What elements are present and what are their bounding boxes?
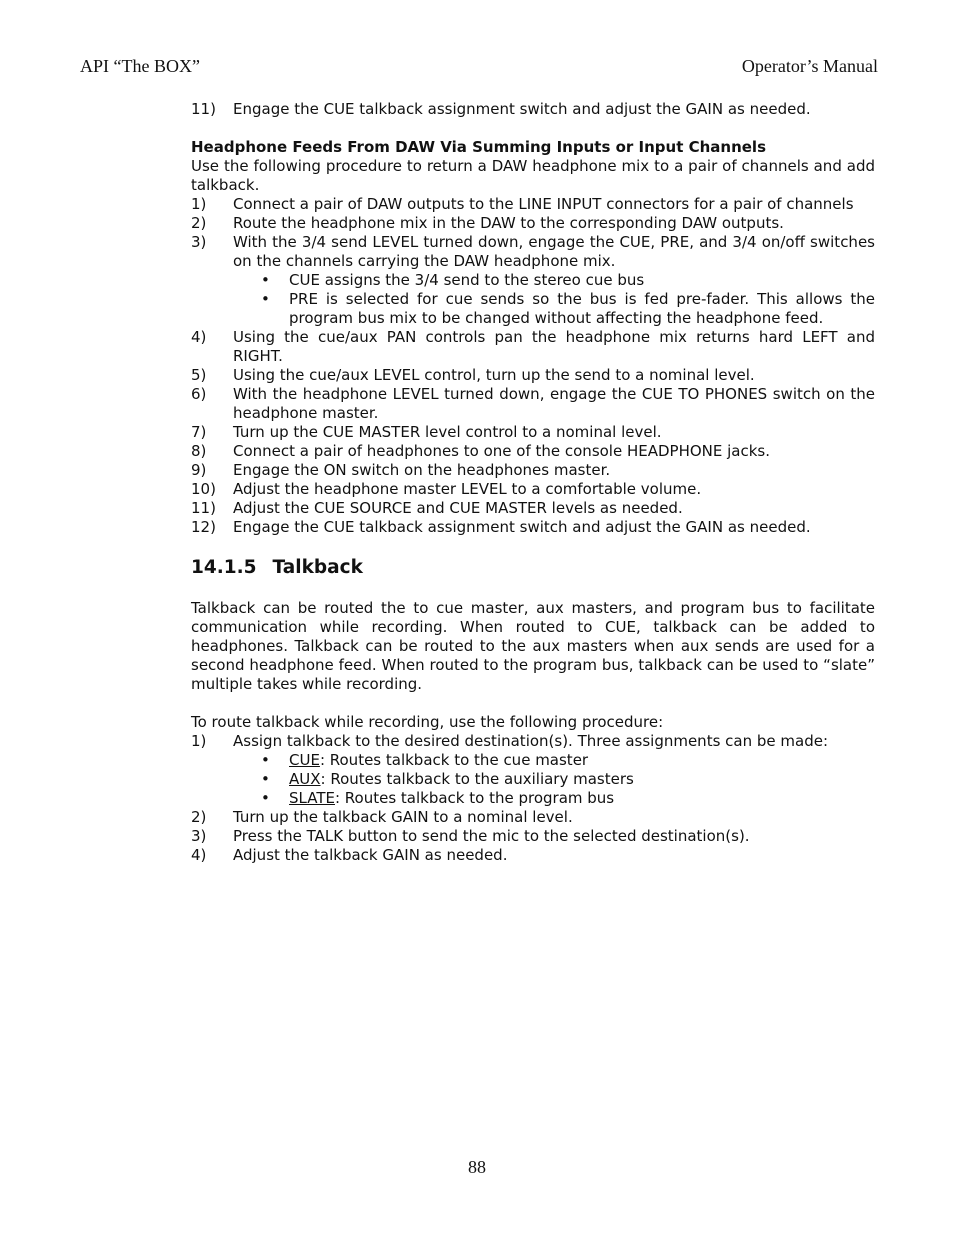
item-text: Adjust the talkback GAIN as needed. [233,846,508,864]
item-number: 9) [191,461,207,479]
list-item [191,846,875,865]
assignment-label: AUX [289,770,321,788]
item-number: 4) [191,846,207,864]
list-item [191,732,875,751]
section-heading [191,557,875,579]
list-item [191,214,875,233]
list-item [191,385,875,423]
list-item [191,480,875,499]
item-text: With the headphone LEVEL turned down, engage the CUE TO PHONES switch on the headphone master. [233,385,875,422]
list-item [191,461,875,480]
list-item [191,499,875,518]
item-text: Press the TALK button to send the mic to the selected destination(s). [233,827,750,845]
item-number: 2) [191,214,207,232]
list-item [191,233,875,271]
item-number: 3) [191,827,207,845]
talkback-paragraph: Talkback can be routed the to cue master, aux masters, and program bus to facilitate communication while recording. When routed to CUE, talkback can be added to headphones. Talkback can be routed to the aux masters when aux sends are used for a second headphone feed. When routed to the program bus, talkback can be used to “slate” multiple takes while recording. [191,599,875,693]
intro-paragraph: Use the following procedure to return a DAW headphone mix to a pair of channels and add talkback. [191,157,875,194]
list-item [191,808,875,827]
item-number: 1) [191,732,207,750]
item-text: With the 3/4 send LEVEL turned down, engage the CUE, PRE, and 3/4 on/off switches on the channels carrying the DAW headphone mix. [233,233,875,270]
item-number: 11) [191,499,216,517]
list-item [191,423,875,442]
item-text: Assign talkback to the desired destination(s). Three assignments can be made: [233,732,828,750]
bullet-item [191,290,875,328]
item-text: Turn up the talkback GAIN to a nominal level. [233,808,573,826]
bullet-item [191,789,875,808]
list-item [191,366,875,385]
item-number: 2) [191,808,207,826]
item-number: 11) [191,100,216,118]
item-text: Engage the ON switch on the headphones master. [233,461,611,479]
bullet-icon: • [261,271,270,289]
bullet-icon: • [261,789,270,807]
item-text: Connect a pair of DAW outputs to the LINE INPUT connectors for a pair of channels [233,195,854,213]
item-text: Adjust the CUE SOURCE and CUE MASTER levels as needed. [233,499,683,517]
header-manual-name: Operator’s Manual [741,56,878,76]
bullet-item [191,751,875,770]
item-text: Route the headphone mix in the DAW to the corresponding DAW outputs. [233,214,784,232]
bullet-icon: • [261,290,270,308]
bullet-item [191,770,875,789]
item-number: 12) [191,518,216,536]
subsection-heading: Headphone Feeds From DAW Via Summing Inputs or Input Channels [191,138,767,156]
item-number: 6) [191,385,207,403]
item-text: Engage the CUE talkback assignment switch and adjust the GAIN as needed. [233,100,811,118]
item-text: Turn up the CUE MASTER level control to a nominal level. [233,423,662,441]
item-number: 4) [191,328,207,346]
item-number: 7) [191,423,207,441]
item-number: 5) [191,366,207,384]
section-number: 14.1.5 [191,557,257,578]
page-number: 88 [468,1157,486,1177]
assignment-desc: : Routes talkback to the auxiliary masters [320,770,634,788]
section-title: Talkback [272,557,363,578]
assignment-label: SLATE [289,789,335,807]
assignment-desc: : Routes talkback to the program bus [334,789,615,807]
item-text: Using the cue/aux LEVEL control, turn up the send to a nominal level. [233,366,755,384]
list-item [191,195,875,214]
list-item [191,100,875,119]
bullet-icon: • [261,770,270,788]
assignment-label: CUE [289,751,320,769]
item-text: Connect a pair of headphones to one of the console HEADPHONE jacks. [233,442,771,460]
item-text: Adjust the headphone master LEVEL to a comfortable volume. [233,480,702,498]
item-text: Engage the CUE talkback assignment switch and adjust the GAIN as needed. [233,518,811,536]
bullet-text: CUE assigns the 3/4 send to the stereo cue bus [289,271,645,289]
item-number: 1) [191,195,207,213]
item-text: Using the cue/aux PAN controls pan the headphone mix returns hard LEFT and RIGHT. [233,328,875,365]
assignment-desc: : Routes talkback to the cue master [319,751,589,769]
list-item [191,442,875,461]
bullet-icon: • [261,751,270,769]
bullet-item [191,271,875,290]
page-content [191,100,875,865]
talkback-intro: To route talkback while recording, use the following procedure: [191,713,664,731]
item-number: 8) [191,442,207,460]
item-number: 10) [191,480,216,498]
item-number: 3) [191,233,207,251]
list-item [191,518,875,537]
list-item [191,328,875,366]
header-title: API “The BOX” [80,56,200,76]
bullet-text: PRE is selected for cue sends so the bus is fed pre-fader. This allows the program bus mix to be changed without affecting the headphone feed. [289,290,875,327]
list-item [191,827,875,846]
